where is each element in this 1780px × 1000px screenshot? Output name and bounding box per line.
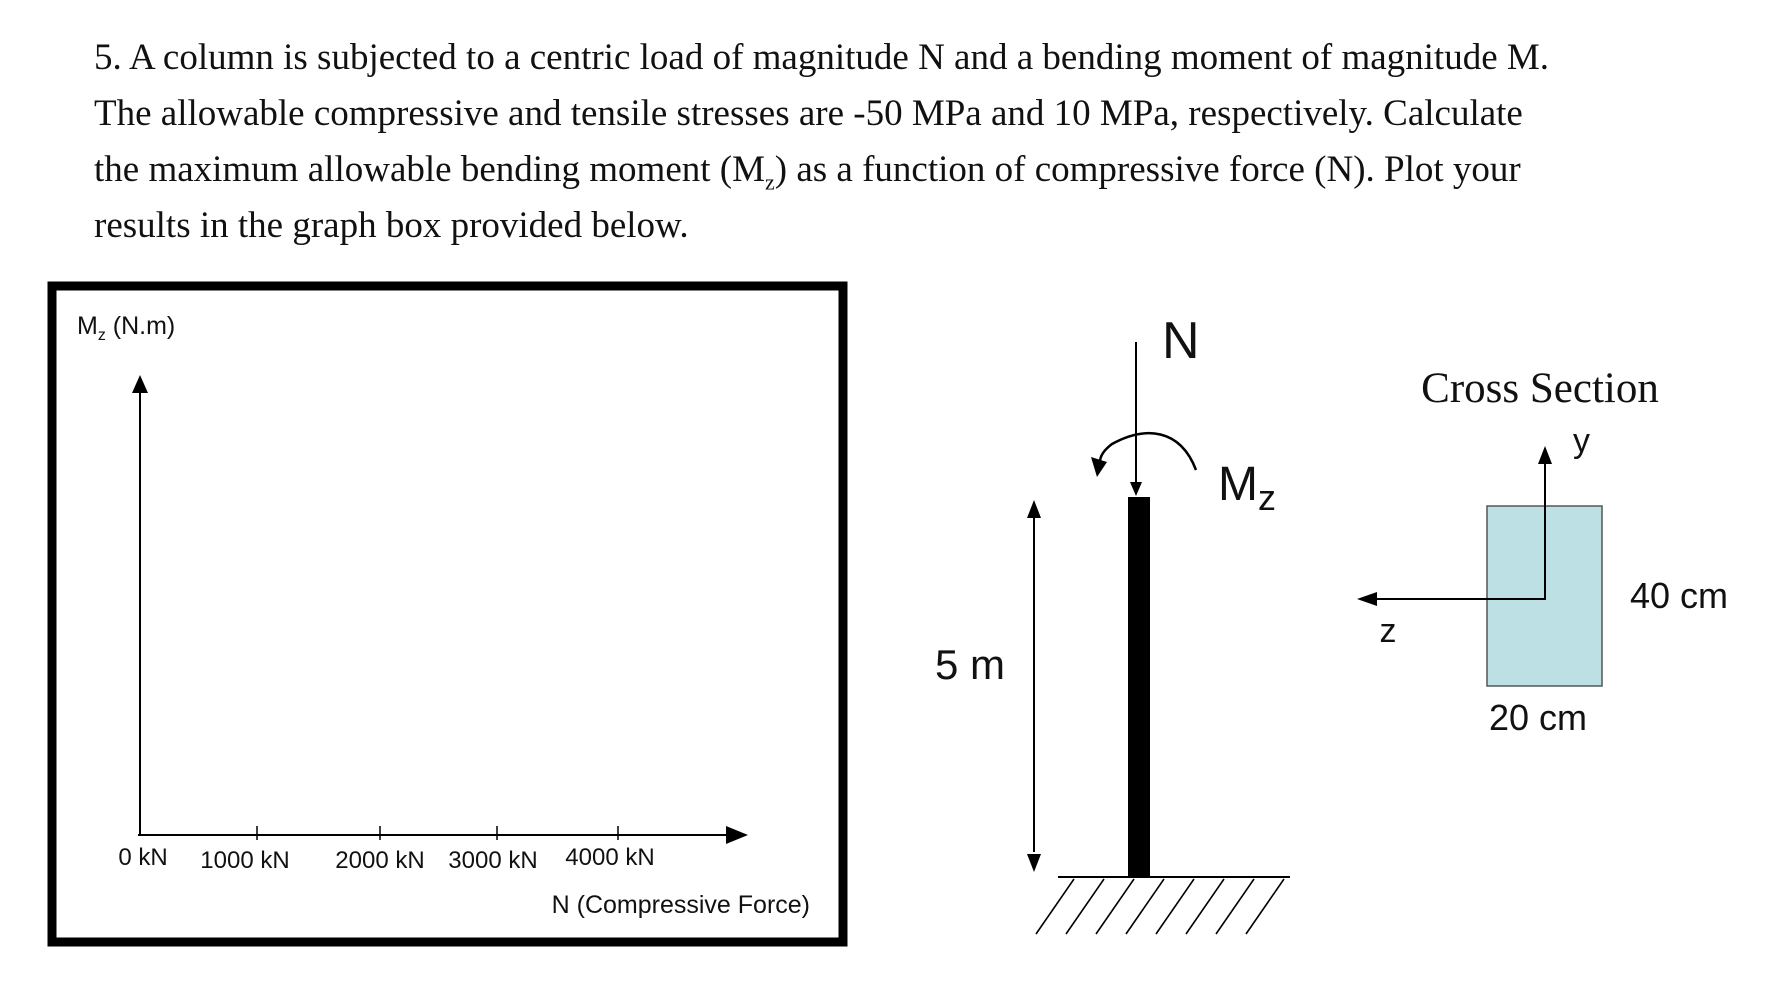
load-arrow-head [1130,482,1142,496]
moment-arrow-curve [1100,433,1196,470]
x-tick-label: 1000 kN [200,847,290,874]
graph-border [52,286,843,942]
x-tick-label: 3000 kN [448,847,538,874]
length-label: 5 m [934,641,1006,688]
problem-line-1: 5. A column is subjected to a centric load of magnitude N and a bending moment of magnitude M. [94,37,1550,78]
y-axis-cs-arrowhead [1538,446,1552,464]
cross-section-title: Cross Section [1421,365,1659,412]
x-axis-label: N (Compressive Force) [551,891,810,919]
column-diagram [935,312,1290,934]
x-tick-label: 0 kN [118,844,168,871]
x-tick-label: 2000 kN [335,847,425,874]
column-bar [1128,497,1150,878]
problem-line-3: the maximum allowable bending moment $(M_z)$ as a function of compressive force (N). Plot your [94,149,1521,195]
moment-label: $M_z$ [1218,458,1276,518]
cross-section-diagram [1357,365,1728,738]
length-arrow-top [1027,500,1041,518]
problem-line-4: results in the graph box provided below. [94,205,689,246]
y-axis-cs-label: y [1573,422,1590,460]
x-tick-label: 4000 kN [565,844,655,871]
x-axis-arrowhead [726,826,748,844]
load-label: N [1162,312,1200,370]
width-label: 20 cm [1488,697,1588,738]
x-ticks [118,826,654,874]
graph-box [52,286,843,942]
problem-line-2: The allowable compressive and tensile stresses are -50 MPa and 10 MPa, respectively. Calculate [94,93,1523,134]
moment-arrow-head [1091,457,1107,477]
y-axis-label: $M_z$ (N.m) [77,312,176,344]
z-axis-cs-arrowhead [1357,592,1377,606]
y-axis-arrowhead [132,375,148,393]
ground-hatching [1036,879,1284,934]
z-axis-cs-label: z [1379,612,1397,650]
length-arrow-bottom [1027,854,1041,872]
height-label: 40 cm [1629,575,1729,616]
